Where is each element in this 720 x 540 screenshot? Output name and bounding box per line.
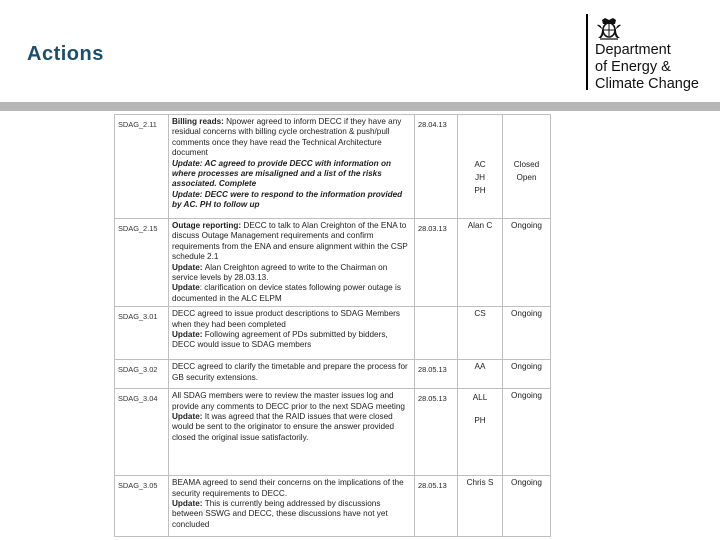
logo-line: Climate Change — [595, 76, 699, 92]
status-value: Ongoing — [511, 362, 542, 372]
owner-name: AA — [474, 362, 486, 372]
header-rule — [0, 102, 720, 111]
description-segment: Update: AC agreed to provide DECC with information on where processes are misaligned and a list of the risks associated. Complete — [172, 158, 391, 189]
action-row — [115, 360, 551, 389]
action-owner — [458, 476, 503, 537]
action-id: SDAG_3.02 — [115, 360, 169, 389]
action-id: SDAG_2.15 — [115, 219, 169, 307]
description-segment: Alan Creighton agreed to write to the Chairman on service levels by 28.03.13. — [172, 262, 388, 283]
owner-name: Alan C — [467, 221, 493, 230]
action-date: 28.04.13 — [415, 115, 458, 219]
description-segment: Update: — [172, 499, 205, 509]
description-segment: BEAMA agreed to send their concerns on the implications of the security requirements to DECC. — [172, 478, 404, 498]
royal-crest-icon — [594, 16, 624, 40]
actions-table-container — [114, 114, 550, 538]
action-description — [169, 219, 415, 307]
action-description — [169, 307, 415, 360]
action-status — [503, 307, 551, 360]
status-value: Closed — [513, 160, 540, 169]
action-id: SDAG_3.04 — [115, 389, 169, 476]
action-status — [503, 115, 551, 219]
logo-line: of Energy & — [595, 59, 671, 75]
description-segment: Update — [172, 283, 200, 293]
logo-divider — [586, 14, 588, 90]
action-status — [503, 360, 551, 389]
owner-name: Chris S — [466, 478, 494, 488]
action-owner — [458, 307, 503, 360]
description-segment: All SDAG members were to review the master issues log and provide any comments to DECC prior to the next SDAG meeting — [172, 391, 405, 411]
action-status — [503, 389, 551, 476]
action-owner — [458, 389, 503, 476]
action-date: 28.05.13 — [415, 360, 458, 389]
actions-table — [114, 114, 551, 537]
description-segment: This is currently being addressed by discussions between SSWG and DECC, these discussions have not yet concluded — [172, 499, 388, 529]
description-segment: Billing reads: — [172, 117, 227, 126]
action-date: 28.05.13 — [415, 389, 458, 476]
department-logo-text — [595, 42, 699, 93]
description-segment: Following agreement of PDs submitted by bidders, DECC would issue to SDAG members — [172, 330, 388, 350]
action-owner — [458, 360, 503, 389]
owner-name: AC — [474, 160, 486, 169]
description-segment: Update: — [172, 262, 205, 272]
action-date: 28.05.13 — [415, 476, 458, 537]
action-row — [115, 476, 551, 537]
description-segment: DECC agreed to clarify the timetable and prepare the process for GB security extensions. — [172, 362, 408, 382]
action-description — [169, 476, 415, 537]
description-segment: : clarification on device states following power outage is documented in the ALC ELPM — [172, 283, 401, 303]
description-segment: DECC agreed to issue product descriptions to SDAG Members when they had been completed — [172, 309, 400, 329]
slide-title: Actions — [27, 43, 104, 65]
action-description — [169, 360, 415, 389]
owner-name: PH — [474, 415, 486, 425]
status-value: Open — [516, 173, 537, 182]
description-segment: DECC to talk to Alan Creighton of the ENA to discuss Outage Management requirements and confirm requirements from the ENA and ensure alignment within the CSP schedule 2.1 — [172, 221, 408, 262]
logo-line: Department — [595, 42, 671, 58]
action-id: SDAG_3.01 — [115, 307, 169, 360]
action-id: SDAG_2.11 — [115, 115, 169, 219]
action-row — [115, 115, 551, 219]
action-row — [115, 219, 551, 307]
description-segment: Update: — [172, 412, 205, 422]
description-segment: Update: — [172, 330, 205, 340]
action-date: 28.03.13 — [415, 219, 458, 307]
description-segment: Outage reporting: — [172, 221, 244, 230]
action-row — [115, 389, 551, 476]
action-owner — [458, 115, 503, 219]
status-value: Ongoing — [511, 478, 542, 488]
action-description — [169, 115, 415, 219]
owner-name: CS — [474, 309, 486, 319]
action-description — [169, 389, 415, 476]
status-value: Ongoing — [511, 391, 542, 401]
description-segment: Npower agreed to inform DECC if they have any residual concerns with billing cycle orchestration & push/pull comments once they have read the Technical Architecture document — [172, 117, 402, 158]
status-value: Ongoing — [511, 221, 542, 230]
action-owner — [458, 219, 503, 307]
owner-name: PH — [474, 186, 486, 195]
description-segment: Update: DECC were to respond to the information provided by AC. PH to follow up — [172, 189, 403, 210]
action-date — [415, 307, 458, 360]
action-status — [503, 219, 551, 307]
action-status — [503, 476, 551, 537]
action-row — [115, 307, 551, 360]
owner-name: ALL — [472, 393, 488, 403]
owner-name: JH — [474, 173, 485, 182]
action-id: SDAG_3.05 — [115, 476, 169, 537]
description-segment: It was agreed that the RAID issues that were closed would be sent to the originator to ensure the answer provided closed the original issue satisfactorily. — [172, 412, 395, 442]
status-value: Ongoing — [511, 309, 542, 319]
